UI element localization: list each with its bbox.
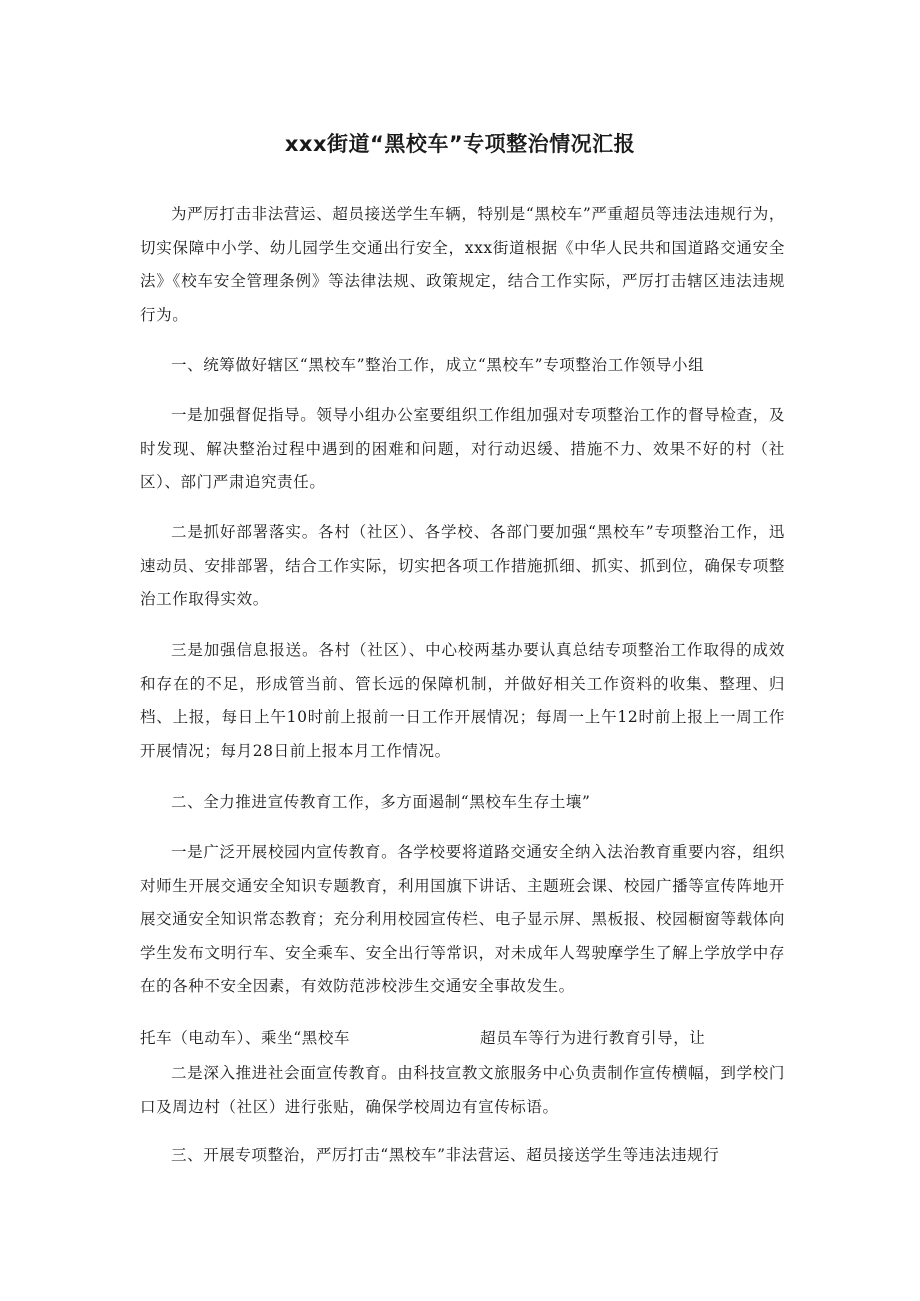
paragraph-deployment: 二是抓好部署落实。各村（社区）、各学校、各部门要加强“黑校车”专项整治工作，迅速动员、安排部署，结合工作实际，切实把各项工作措施抓细、抓实、抓到位，确保专项整治工作取得实效。 (140, 523, 785, 608)
paragraph-public-education: 二是深入推进社会面宣传教育。由科技宣教文旅服务中心负责制作宣传横幅，到学校门口及周边村（社区）进行张贴，确保学校周边有宣传标语。 (140, 1064, 785, 1116)
section-heading-2: 二、全力推进宣传教育工作，多方面遏制“黑校车生存土壤” (171, 793, 591, 811)
paragraph-supervision: 一是加强督促指导。领导小组办公室要组织工作组加强对专项整治工作的督导检查，及时发现、解决整治过程中遇到的困难和问题，对行动迟缓、措施不力、效果不好的村（社区）、部门严肃追究责任。 (140, 406, 785, 491)
section-heading-3: 三、开展专项整治，严厉打击“黑校车”非法营运、超员接送学生等违法违规行 (171, 1146, 720, 1164)
document-title: xxx街道“黑校车”专项整治情况汇报 (284, 132, 636, 156)
stray-text-left: 托车（电动车）、乘坐“黑校车 (140, 1029, 351, 1047)
section-heading-1: 一、统筹做好辖区“黑校车”整治工作，成立“黑校车”专项整治工作领导小组 (171, 356, 705, 374)
paragraph-campus-education: 一是广泛开展校园内宣传教育。各学校要将道路交通安全纳入法治教育重要内容，组织对师生开展交通安全知识专题教育，利用国旗下讲话、主题班会课、校园广播等宣传阵地开展交通安全知识常态教育；充分利用校园宣传栏、电子显示屏、黑板报、校园橱窗等载体向学生发布文明行车、安全乘车、安全出行等常识，对未成年人驾驶摩学生了解上学放学中存在的各种不安全因素，有效防范涉校涉生交通安全事故发生。 (140, 843, 785, 995)
paragraph-reporting: 三是加强信息报送。各村（社区）、中心校两基办要认真总结专项整治工作取得的成效和存在的不足，形成管当前、管长远的保障机制，并做好相关工作资料的收集、整理、归档、上报，每日上午10时前上报前一日工作开展情况；每周一上午12时前上报上一周工作开展情况；每月28日前上报本月工作情况。 (140, 641, 785, 760)
stray-text-right: 超员车等行为进行教育引导，让 (480, 1029, 706, 1047)
intro-paragraph: 为严厉打击非法营运、超员接送学生车辆，特别是“黑校车”严重超员等违法违规行为，切实保障中小学、幼儿园学生交通出行安全，xxx街道根据《中华人民共和国道路交通安全法》《校车安全管理条例》等法律法规、政策规定，结合工作实际，严厉打击辖区违法违规行为。 (140, 205, 785, 324)
